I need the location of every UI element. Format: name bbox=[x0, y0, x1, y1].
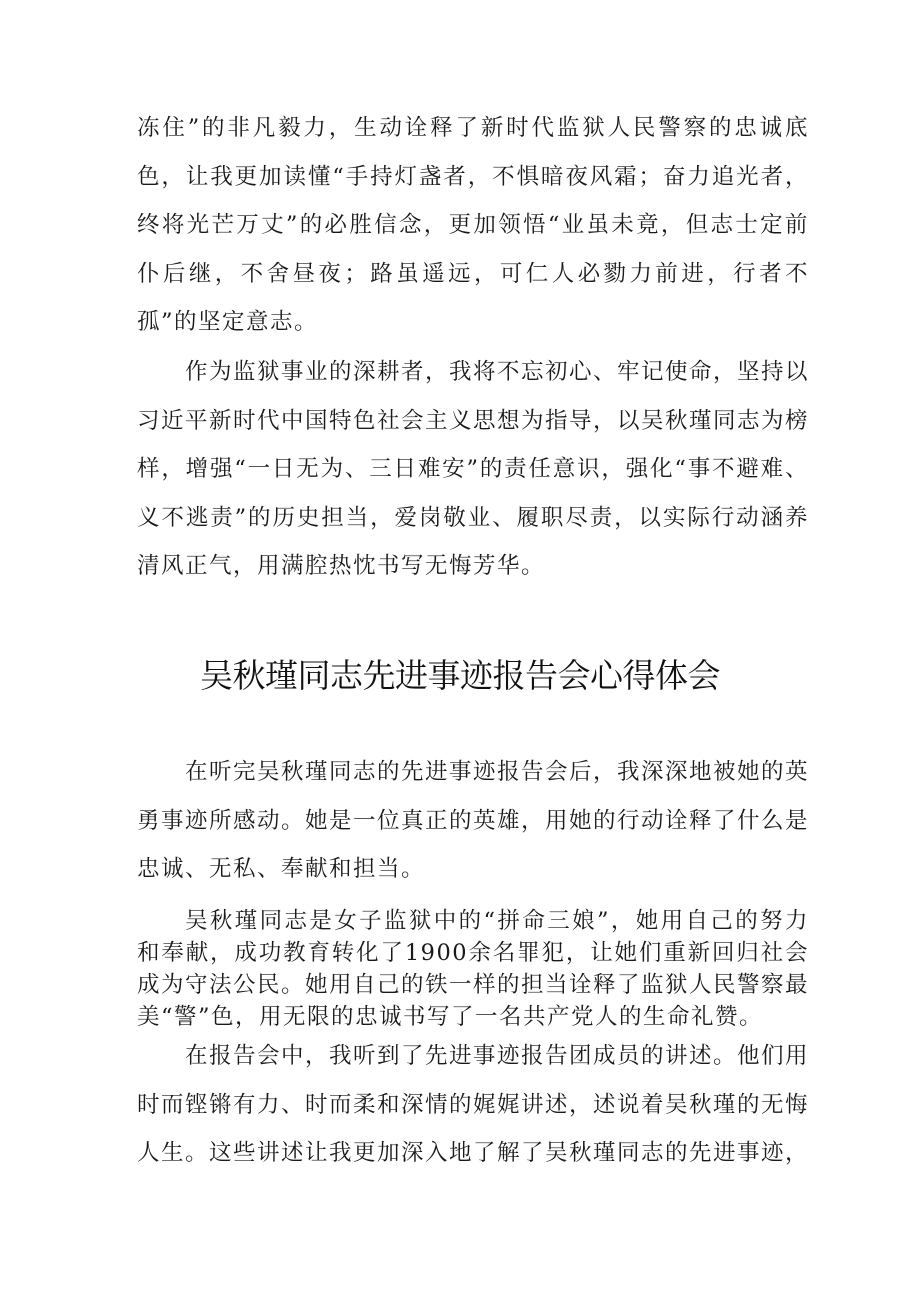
paragraph-report: 在报告会中，我听到了先进事迹报告团成员的讲述。他们用时而铿锵有力、时而柔和深情的娓娓讲述，述说着吴秋瑾的无悔人生。这些讲述让我更加深入地了解了吴秋瑾同志的先进事迹， bbox=[137, 1043, 810, 1166]
paragraph-achievements: 吴秋瑾同志是女子监狱中的“拼命三娘”，她用自己的努力和奉献，成功教育转化了1900余名罪犯，让她们重新回归社会成为守法公民。她用自己的铁一样的担当诠释了监狱人民警察最美“警”色，用无限的忠诚书写了一名共产党人的生命礼赞。 bbox=[137, 908, 810, 1030]
paragraph-intro: 在听完吴秋瑾同志的先进事迹报告会后，我深深地被她的英勇事迹所感动。她是一位真正的英雄，用她的行动诠释了什么是忠诚、无私、奉献和担当。 bbox=[137, 759, 810, 882]
paragraph-commitment: 作为监狱事业的深耕者，我将不忘初心、牢记使命，坚持以习近平新时代中国特色社会主义思想为指导，以吴秋瑾同志为榜样，增强“一日无为、三日难安”的责任意识，强化“事不避难、义不逃责”的历史担当，爱岗敬业、履职尽责，以实际行动涵养清风正气，用满腔热忱书写无悔芳华。 bbox=[137, 359, 810, 579]
paragraph-continued: 冻住”的非凡毅力，生动诠释了新时代监狱人民警察的忠诚底色，让我更加读懂“手持灯盏者，不惧暗夜风霜；奋力追光者，终将光芒万丈”的必胜信念，更加领悟“业虽未竟，但志士定前仆后继，不舍昼夜；路虽遥远，可仁人必勠力前进，行者不孤”的坚定意志。 bbox=[137, 115, 809, 335]
article-title: 吴秋瑾同志先进事迹报告会心得体会 bbox=[200, 656, 720, 695]
